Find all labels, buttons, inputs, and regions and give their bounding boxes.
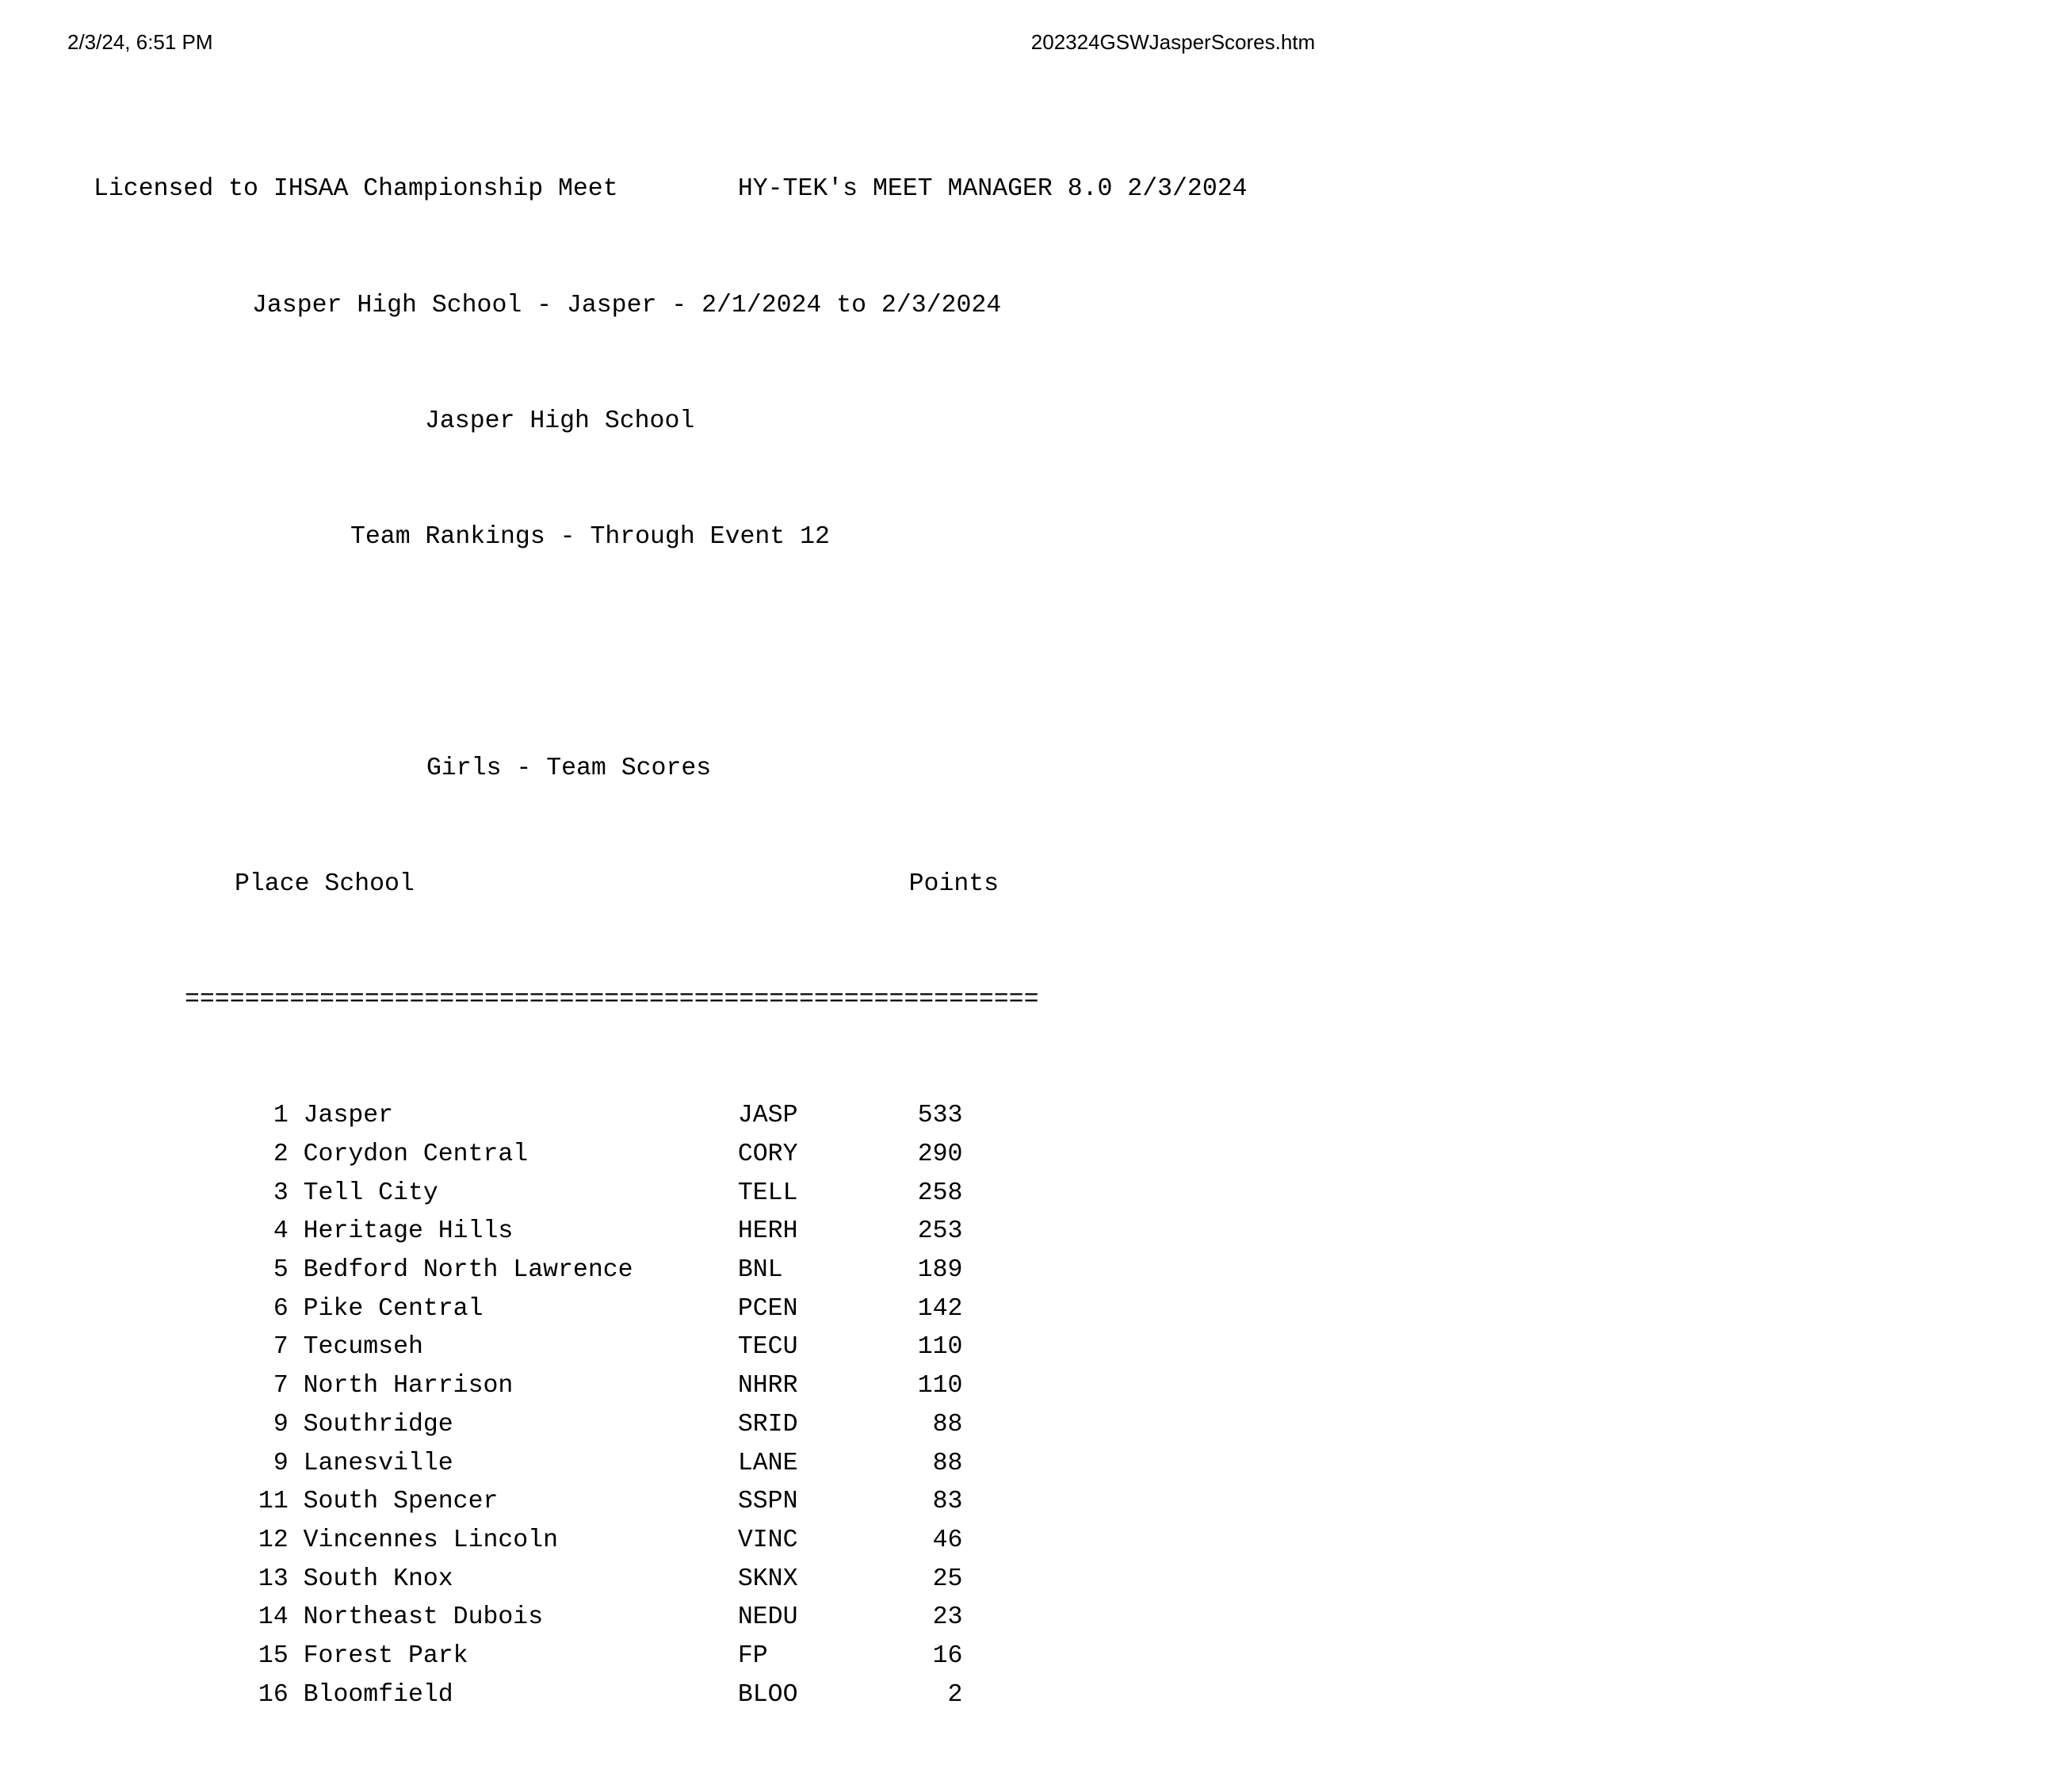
row-points: 25 — [873, 1565, 963, 1593]
row-place: 15 — [94, 1642, 304, 1671]
row-place: 1 — [94, 1102, 304, 1130]
row-points: 88 — [873, 1449, 963, 1477]
row-school-code: CORY — [737, 1140, 873, 1168]
row-school-code: TECU — [737, 1333, 873, 1362]
table-row — [0, 1251, 2068, 1290]
row-school: Tecumseh — [303, 1333, 738, 1362]
row-school: Southridge — [303, 1410, 738, 1439]
row-school: Jasper — [303, 1102, 738, 1130]
row-school-code: SKNX — [737, 1565, 873, 1593]
row-points: 46 — [873, 1526, 963, 1554]
row-school: Bloomfield — [303, 1680, 738, 1709]
print-filename: 202324GSWJasperScores.htm — [1030, 30, 1316, 54]
table-row — [0, 1290, 2068, 1329]
row-school: Northeast Dubois — [303, 1603, 738, 1632]
row-school-code: PCEN — [737, 1294, 873, 1323]
row-school: Tell City — [303, 1179, 738, 1207]
row-points: 110 — [873, 1333, 963, 1362]
row-place: 9 — [94, 1449, 304, 1477]
row-school-code: LANE — [737, 1449, 873, 1477]
row-school: Heritage Hills — [303, 1217, 738, 1246]
meet-report — [0, 94, 2068, 1792]
row-points: 110 — [873, 1372, 963, 1400]
row-points: 2 — [873, 1680, 963, 1709]
row-school-code: SRID — [737, 1410, 873, 1439]
row-school: Lanesville — [303, 1449, 738, 1477]
row-points: 253 — [873, 1217, 963, 1246]
table-row — [0, 1599, 2068, 1637]
license-line: Licensed to IHSAA Championship Meet HY-TEK's MEET MANAGER 8.0 2/3/2024 — [94, 175, 1248, 204]
table-row — [0, 1445, 2068, 1484]
venue-line: Jasper High School — [425, 407, 695, 435]
row-school-code: BNL — [737, 1256, 873, 1285]
spacer-line — [0, 634, 2068, 673]
row-points: 16 — [873, 1642, 963, 1671]
row-place: 9 — [94, 1410, 304, 1439]
row-points: 23 — [873, 1603, 963, 1632]
row-school: Forest Park — [303, 1642, 738, 1671]
row-place: 16 — [94, 1680, 304, 1709]
row-school-code: NHRR — [737, 1372, 873, 1400]
table-row — [0, 1328, 2068, 1367]
table-row — [0, 1561, 2068, 1599]
row-school-code: HERH — [737, 1217, 873, 1246]
table-row — [0, 1406, 2068, 1445]
row-school-code: FP — [737, 1642, 873, 1671]
row-school: Pike Central — [303, 1294, 738, 1323]
row-points: 83 — [873, 1488, 963, 1516]
table-row — [0, 1676, 2068, 1715]
print-header — [0, 30, 2068, 54]
row-place: 13 — [94, 1565, 304, 1593]
row-place: 11 — [94, 1488, 304, 1516]
row-school: South Spencer — [303, 1488, 738, 1516]
row-points: 142 — [873, 1294, 963, 1323]
row-school: Vincennes Lincoln — [303, 1526, 738, 1554]
row-points: 189 — [873, 1256, 963, 1285]
row-school-code: JASP — [737, 1102, 873, 1130]
row-school: South Knox — [303, 1565, 738, 1593]
row-points: 533 — [873, 1102, 963, 1130]
table-row — [0, 1637, 2068, 1676]
rankings-line: Team Rankings - Through Event 12 — [350, 522, 830, 551]
row-place: 7 — [94, 1333, 304, 1362]
row-points: 258 — [873, 1179, 963, 1207]
row-place: 12 — [94, 1526, 304, 1554]
row-place: 5 — [94, 1256, 304, 1285]
row-school-code: NEDU — [737, 1603, 873, 1632]
row-school-code: BLOO — [737, 1680, 873, 1709]
table-row — [0, 1213, 2068, 1251]
table-row — [0, 1097, 2068, 1136]
row-place: 4 — [94, 1217, 304, 1246]
table-column-header: Place School Points — [235, 870, 1000, 899]
table-divider: ========================================================= — [185, 986, 1039, 1014]
section-title: Girls - Team Scores — [426, 754, 712, 782]
meet-line: Jasper High School - Jasper - 2/1/2024 to 2/3/2024 — [252, 291, 1002, 319]
row-school: Bedford North Lawrence — [303, 1256, 738, 1285]
table-row — [0, 1136, 2068, 1175]
row-points: 290 — [873, 1140, 963, 1168]
row-place: 3 — [94, 1179, 304, 1207]
row-place: 6 — [94, 1294, 304, 1323]
table-row — [0, 1483, 2068, 1522]
row-school: North Harrison — [303, 1372, 738, 1400]
row-school: Corydon Central — [303, 1140, 738, 1168]
row-place: 2 — [94, 1140, 304, 1168]
table-row — [0, 1522, 2068, 1561]
row-school-code: VINC — [737, 1526, 873, 1554]
row-school-code: TELL — [737, 1179, 873, 1207]
row-school-code: SSPN — [737, 1488, 873, 1516]
print-timestamp: 2/3/24, 6:51 PM — [67, 30, 213, 54]
table-row — [0, 1175, 2068, 1213]
row-points: 88 — [873, 1410, 963, 1439]
row-place: 7 — [94, 1372, 304, 1400]
table-row — [0, 1367, 2068, 1406]
row-place: 14 — [94, 1603, 304, 1632]
team-scores-table — [0, 1097, 2068, 1714]
